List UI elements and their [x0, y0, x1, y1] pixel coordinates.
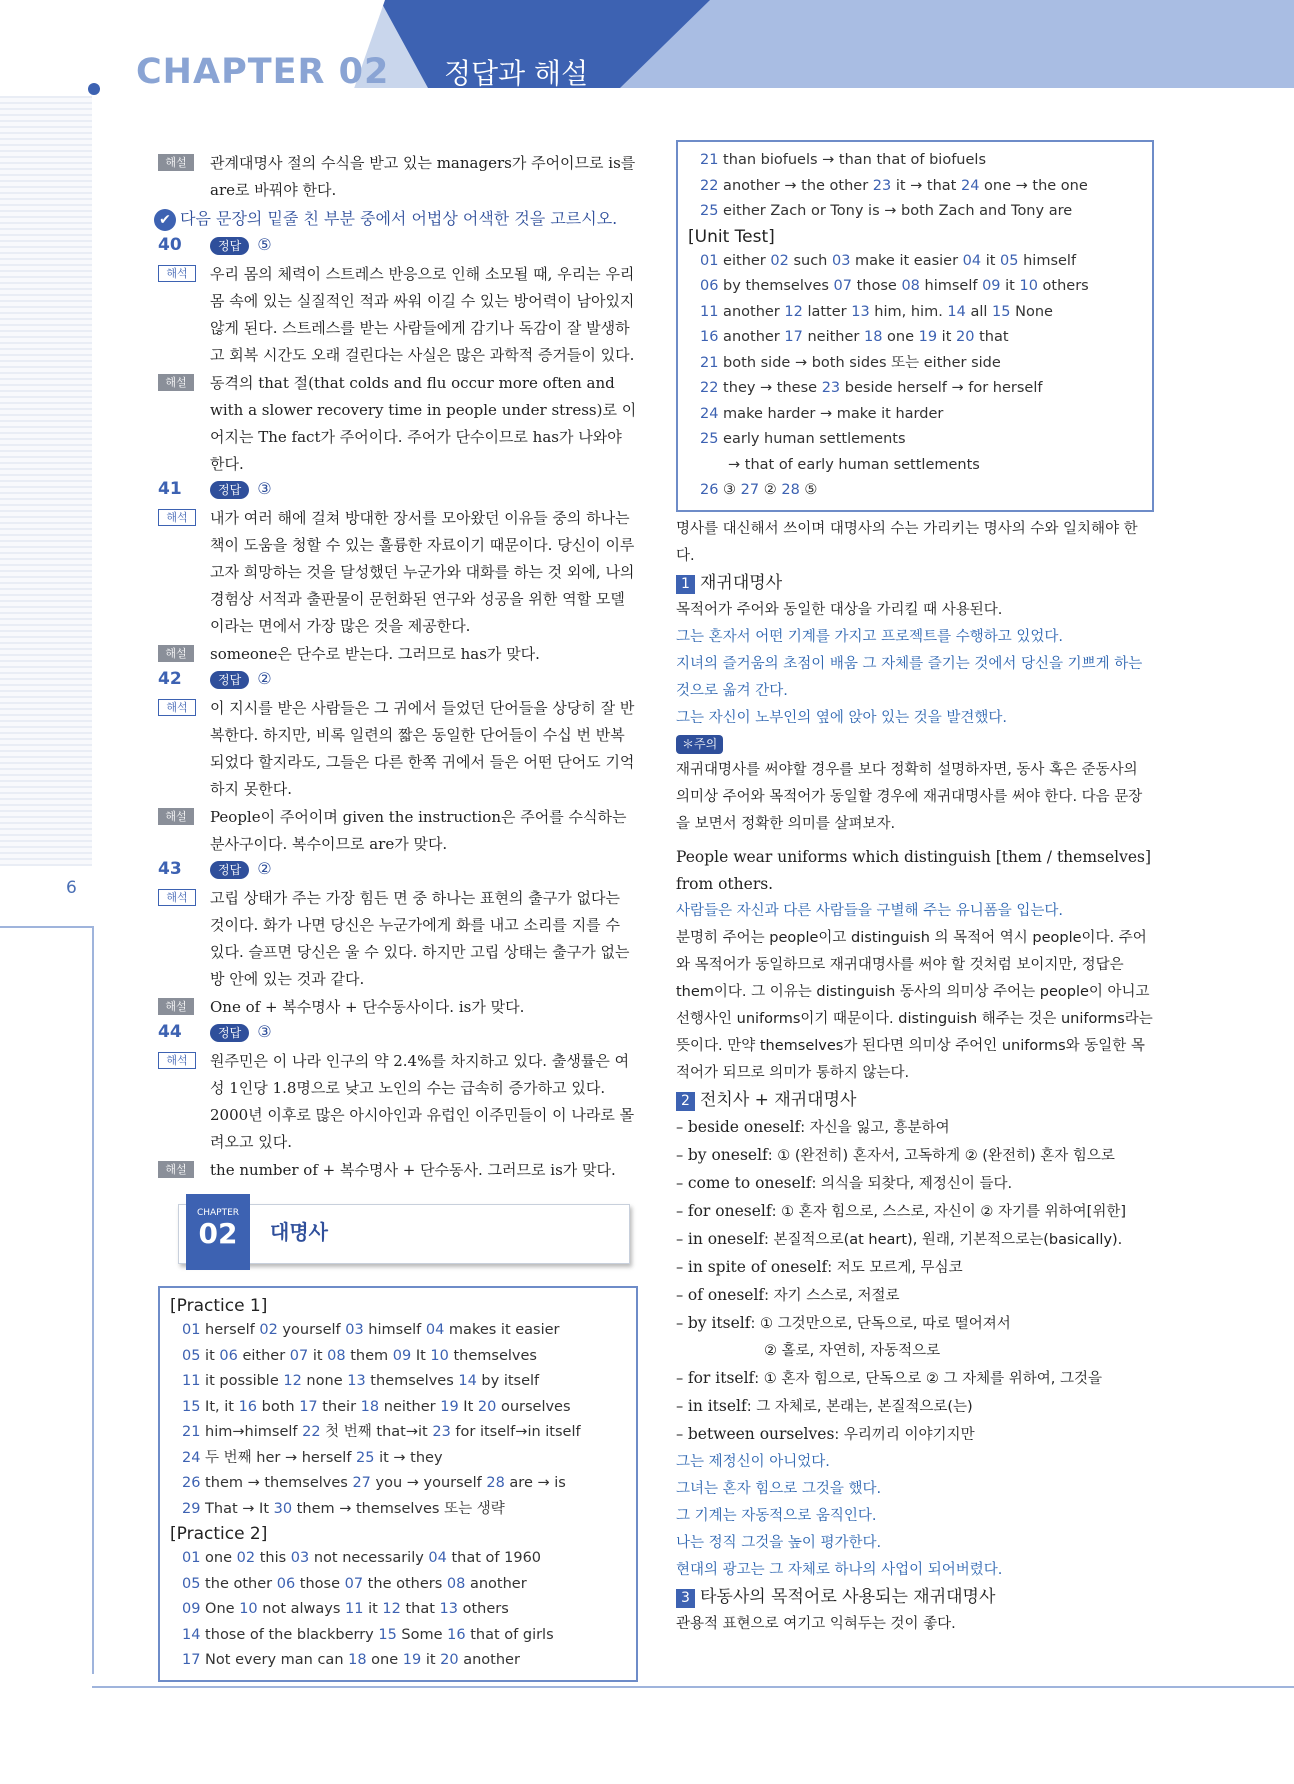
section-2-list — [676, 1114, 1154, 1338]
chapter-badge-num: 02 — [198, 1217, 238, 1250]
answer-line: 11 it possible 12 none 13 themselves 14 by itself — [182, 1373, 540, 1389]
chapter-label: CHAPTER 02 — [136, 52, 390, 92]
answer-line: 09 One 10 not always 11 it 12 that 13 others — [182, 1601, 509, 1617]
translation-text: 우리 몸의 체력이 스트레스 반응으로 인해 소모될 때, 우리는 우리 몸 속에 있는 실질적인 적과 싸워 이길 수 있는 방어력이 남아있지 않게 된다. 스트레스를 받는 사람들에게 감기나 독감이 잘 발생하고 회복 시간도 오래 걸린다는 사실은 많은 과학적 증거들이 있다. — [210, 265, 635, 364]
translation-row — [158, 261, 638, 369]
expression-item — [676, 1142, 1154, 1170]
answer-pill: 정답 — [210, 861, 249, 879]
answer-line: 15 It, it 16 both 17 their 18 neither 19 It 20 ourselves — [182, 1398, 571, 1415]
answer-line: 22 another → the other 23 it → that 24 one → the one — [700, 177, 1088, 194]
frame-line-bottom — [92, 1686, 1294, 1688]
expression: by oneself — [687, 1145, 768, 1164]
answer-value: ② — [257, 669, 272, 688]
explain-tag: 해설 — [158, 808, 194, 825]
expression: beside oneself — [687, 1117, 801, 1136]
header-light-band — [620, 0, 1294, 88]
answer-line: 01 either 02 such 03 make it easier 04 it 05 himself — [700, 252, 1077, 269]
translation-row — [158, 505, 638, 640]
answer-pill: 정답 — [210, 481, 249, 499]
instruction-text: 다음 문장의 밑줄 친 부분 중에서 어법상 어색한 것을 고르시오. — [180, 209, 618, 228]
expression-item — [676, 1421, 1154, 1449]
expression: between ourselves — [687, 1424, 835, 1443]
translation-row — [158, 695, 638, 803]
answer-line: 01 one 02 this 03 not necessarily 04 that of 1960 — [182, 1550, 542, 1566]
explanation-row — [158, 641, 638, 668]
example-sentence: 현대의 광고는 그 자체로 하나의 사업이 되어버렸다. — [676, 1561, 1003, 1578]
left-column — [158, 150, 638, 1682]
expression-meaning: : 자기 스스로, 저절로 — [764, 1287, 900, 1304]
section-1-title: 재귀대명사 — [700, 572, 783, 593]
expression-meaning: : 자신을 잃고, 흥분하여 — [800, 1119, 950, 1136]
question-head — [158, 1022, 638, 1047]
section-1-examples — [676, 624, 1154, 732]
expression-item — [676, 1114, 1154, 1142]
section-3-heading — [676, 1584, 1154, 1611]
expression-meaning: : 우리끼리 이야기지만 — [834, 1426, 975, 1443]
expression-meaning: : ① 혼자 힘으로, 단독으로 ② 그 자체를 위하여, 그것을 — [754, 1370, 1102, 1387]
answer-pill: 정답 — [210, 237, 249, 255]
answer-line: 29 That → It 30 them → themselves 또는 생략 — [182, 1500, 505, 1517]
note-korean: 사람들은 자신과 다른 사람들을 구별해 주는 유니폼을 입는다. — [676, 902, 1064, 919]
translation-text: 고립 상태가 주는 가장 힘든 면 중 하나는 표현의 출구가 없다는 것이다. 화가 나면 당신은 누군가에게 화를 내고 소리를 지를 수 있다. 슬프면 당신은 울 수 있다. 하지만 고립 상태는 출구가 없는 방 안에 있는 것과 같다. — [210, 889, 630, 988]
answer-line: 05 the other 06 those 07 the others 08 another — [182, 1575, 527, 1592]
question-head — [158, 479, 638, 504]
question-list — [158, 235, 638, 1184]
expression-meaning: : ① (완전히) 혼자서, 고독하게 ② (완전히) 혼자 힘으로 — [767, 1147, 1115, 1164]
question-number: 41 — [158, 479, 182, 499]
question-number: 40 — [158, 235, 182, 255]
answer-line: → that of early human settlements — [728, 456, 980, 473]
dash: – — [676, 1287, 688, 1304]
translation-row — [158, 1048, 638, 1156]
answer-pill: 정답 — [210, 671, 249, 689]
instruction — [154, 206, 638, 231]
unit-test-heading: [Unit Test] — [688, 226, 775, 247]
expression-item — [676, 1365, 1154, 1393]
explain-tag: 해설 — [158, 998, 194, 1015]
expression: for oneself — [687, 1201, 772, 1220]
chapter-badge-small: CHAPTER — [196, 1208, 240, 1218]
section-2-heading — [676, 1087, 1154, 1114]
answer-line: 26 ③ 27 ② 28 ⑤ — [700, 482, 818, 498]
expression-meaning: : 본질적으로(at heart), 원래, 기본적으로는(basically). — [764, 1231, 1123, 1248]
section-3-desc: 관용적 표현으로 여기고 익혀두는 것이 좋다. — [676, 1615, 956, 1632]
note-text: 재귀대명사를 써야할 경우를 보다 정확히 설명하자면, 동사 혹은 준동사의 의미상 주어와 목적어가 동일할 경우에 재귀대명사를 써야 한다. 다음 문장을 보면서 정확한 의미를 살펴보자. — [676, 761, 1143, 832]
expression-meaning: : 의식을 되찾다, 제정신이 들다. — [811, 1175, 1013, 1192]
expression-item — [676, 1393, 1154, 1421]
question-head — [158, 859, 638, 884]
chapter-badge — [186, 1194, 250, 1270]
q39-explain — [158, 150, 638, 204]
explain-tag: 해설 — [158, 1161, 194, 1178]
expression: for itself — [687, 1368, 755, 1387]
example-sentence: 지녀의 즐거움의 초점이 배움 그 자체를 즐기는 것에서 당신을 기쁘게 하는 것으로 옮겨 간다. — [676, 655, 1143, 699]
example-sentence: 그녀는 혼자 힘으로 그것을 했다. — [676, 1480, 882, 1497]
expression-item — [676, 1170, 1154, 1198]
answer-line: 16 another 17 neither 18 one 19 it 20 that — [700, 329, 1009, 345]
section-1-heading — [676, 570, 1154, 597]
translation-text: 원주민은 이 나라 인구의 약 2.4%를 차지하고 있다. 출생률은 여성 1인당 1.8명으로 낮고 노인의 수는 급속히 증가하고 있다. 2000년 이후로 많은 아시아인과 유럽인 이주민들이 이 나라로 몰려오고 있다. — [210, 1052, 635, 1151]
question-number: 42 — [158, 669, 182, 689]
check-icon: ✔ — [154, 209, 176, 231]
answer-line: 21 him→himself 22 첫 번째 that→it 23 for itself→in itself — [182, 1424, 581, 1440]
translation-tag: 해석 — [158, 1052, 196, 1069]
chapter-card-title: 대명사 — [270, 1220, 328, 1244]
dash: – — [676, 1259, 688, 1276]
explanation-text: someone은 단수로 받는다. 그러므로 has가 맞다. — [210, 645, 540, 663]
dash: – — [676, 1119, 688, 1136]
expression-item — [676, 1226, 1154, 1254]
section-2-list-2 — [676, 1365, 1154, 1449]
answer-line: 06 by themselves 07 those 08 himself 09 it 10 others — [700, 278, 1089, 294]
expression-meaning: : ① 그것만으로, 단독으로, 따로 떨어져서 — [750, 1315, 1011, 1332]
question-head — [158, 235, 638, 260]
expression: of oneself — [687, 1285, 765, 1304]
question-number: 43 — [158, 859, 182, 879]
page-title: 정답과 해설 — [444, 57, 589, 90]
right-column — [676, 150, 1154, 1638]
answer-line: 21 than biofuels → than that of biofuels — [700, 152, 986, 168]
dash: – — [676, 1315, 688, 1332]
answer-value: ⑤ — [257, 235, 272, 254]
dash: – — [676, 1147, 688, 1164]
expression-item — [676, 1254, 1154, 1282]
practice1-lines — [170, 1318, 626, 1522]
expression-item — [676, 1198, 1154, 1226]
answer-line: 26 them → themselves 27 you → yourself 28 are → is — [182, 1475, 566, 1491]
header-dot — [88, 83, 100, 95]
translation-text: 내가 여러 해에 걸쳐 방대한 장서를 모아왔던 이유들 중의 하나는 책이 도움을 청할 수 있는 훌륭한 자료이기 때문이다. 당신이 이루고자 희망하는 것을 달성했던 누군가와 대화를 하는 것 외에, 나의 경험상 서적과 출판물이 문헌화된 연구와 성공을 위한 역할 모델이라는 면에서 가장 많은 것을 제공한다. — [210, 509, 635, 635]
example-sentence: 그 기계는 자동적으로 움직인다. — [676, 1507, 877, 1524]
dash: – — [676, 1231, 688, 1248]
expression-meaning: : ① 혼자 힘으로, 스스로, 자신이 ② 자기를 위하여[위한] — [771, 1203, 1126, 1220]
expression: in oneself — [687, 1229, 765, 1248]
expression-meaning: : 저도 모르게, 무심코 — [827, 1259, 963, 1276]
expression: come to oneself — [687, 1173, 812, 1192]
example-sentence: 그는 제정신이 아니었다. — [676, 1453, 830, 1470]
section-3-title: 타동사의 목적어로 사용되는 재귀대명사 — [700, 1586, 996, 1607]
translation-tag: 해석 — [158, 889, 196, 906]
question-number: 44 — [158, 1022, 182, 1042]
explanation-row — [158, 1157, 638, 1184]
answer-line: 05 it 06 either 07 it 08 them 09 It 10 themselves — [182, 1347, 537, 1364]
explanation-row — [158, 370, 638, 478]
expression-item — [676, 1282, 1154, 1310]
explanation-row — [158, 994, 638, 1021]
section-2-examples — [676, 1449, 1154, 1584]
question-head — [158, 669, 638, 694]
answer-line: 14 those of the blackberry 15 Some 16 that of girls — [182, 1626, 554, 1643]
explain-tag: 해설 — [158, 154, 194, 171]
note-english: People wear uniforms which distinguish [them / themselves] from others. — [676, 847, 1152, 893]
answer-box-unit-test — [676, 140, 1154, 512]
explanation-text: the number of + 복수명사 + 단수동사. 그러므로 is가 맞다. — [210, 1161, 616, 1179]
example-sentence: 그는 자신이 노부인의 옆에 앉아 있는 것을 발견했다. — [676, 709, 1008, 726]
explanation-row — [158, 804, 638, 858]
unit-test-lines — [688, 249, 1142, 504]
note-explain: 분명히 주어는 people이고 distinguish 의 목적어 역시 people이다. 주어와 목적어가 동일하므로 재귀대명사를 써야 할 것처럼 보이지만, 정답은 them이다. 그 이유는 distinguish 동사의 의미상 주어는 people이 아니고 선행사인 uniforms이기 때문이다. distinguish 해주는 것은 uniforms라는 뜻이다. 만약 themselves가 된다면 의미상 주어인 uniforms와 동일한 목적어가 되므로 의미가 통하지 않는다. — [676, 929, 1153, 1081]
translation-row — [158, 885, 638, 993]
frame-line — [0, 926, 92, 928]
practice1-heading: [Practice 1] — [170, 1296, 268, 1316]
answer-line: 11 another 12 latter 13 him, him. 14 all 15 None — [700, 303, 1053, 320]
box-top-lines — [688, 148, 1142, 225]
translation-tag: 해석 — [158, 265, 196, 282]
section-1-desc: 목적어가 주어와 동일한 대상을 가리킬 때 사용된다. — [676, 601, 1003, 618]
explanation-text: People이 주어이며 given the instruction은 주어를 수식하는 분사구이다. 복수이므로 are가 맞다. — [210, 808, 627, 853]
answer-line: 25 early human settlements — [700, 431, 906, 447]
explain-text: 관계대명사 절의 수식을 받고 있는 managers가 주어이므로 is를 are로 바꿔야 한다. — [210, 154, 636, 199]
dash: – — [676, 1426, 688, 1443]
expression: in spite of oneself — [687, 1257, 828, 1276]
answer-box-practice — [158, 1286, 638, 1682]
translation-tag: 해석 — [158, 509, 196, 526]
section-1-num: 1 — [676, 575, 695, 594]
practice2-heading: [Practice 2] — [170, 1524, 268, 1544]
chapter-card — [158, 1194, 638, 1278]
explanation-text: One of + 복수명사 + 단수동사이다. is가 맞다. — [210, 998, 525, 1016]
answer-line: 17 Not every man can 18 one 19 it 20 another — [182, 1652, 520, 1668]
expression-item — [676, 1310, 1154, 1338]
answer-line: 22 they → these 23 beside herself → for herself — [700, 380, 1043, 396]
answer-line: 25 either Zach or Tony is → both Zach and Tony are — [700, 203, 1073, 219]
section-2-num: 2 — [676, 1092, 695, 1111]
answer-line: 01 herself 02 yourself 03 himself 04 makes it easier — [182, 1322, 560, 1338]
side-pattern — [0, 96, 92, 866]
practice2-lines — [170, 1546, 626, 1674]
by-itself-continued: ② 홀로, 자연히, 자동적으로 — [764, 1342, 941, 1359]
answer-value: ③ — [257, 479, 272, 498]
dash: – — [676, 1398, 688, 1415]
translation-text: 이 지시를 받은 사람들은 그 귀에서 들었던 단어들을 상당히 잘 반복한다. 하지만, 비록 일련의 짧은 동일한 단어들이 수십 번 반복되었다 할지라도, 그들은 다른 한쪽 귀에서 들은 어떤 단어도 기억하지 못한다. — [210, 699, 635, 798]
answer-value: ③ — [257, 1022, 272, 1041]
expression: in itself — [687, 1396, 747, 1415]
section-2-title: 전치사 + 재귀대명사 — [700, 1089, 857, 1110]
explain-tag: 해설 — [158, 645, 194, 662]
note-badge: ＊주의 — [676, 735, 723, 754]
explanation-text: 동격의 that 절(that colds and flu occur more often and with a slower recovery time in people under stress)로 이어지는 The fact가 주어이다. 주어가 단수이므로 has가 나와야 한다. — [210, 374, 637, 473]
answer-line: 24 두 번째 her → herself 25 it → they — [182, 1449, 443, 1466]
explain-tag: 해설 — [158, 374, 194, 391]
answer-value: ② — [257, 859, 272, 878]
dash: – — [676, 1175, 688, 1192]
example-sentence: 나는 정직 그것을 높이 평가한다. — [676, 1534, 882, 1551]
page-number: 6 — [66, 878, 77, 898]
dash: – — [676, 1370, 688, 1387]
answer-line: 24 make harder → make it harder — [700, 405, 944, 422]
answer-pill: 정답 — [210, 1024, 249, 1042]
section-3-num: 3 — [676, 1589, 695, 1608]
dash: – — [676, 1203, 688, 1220]
frame-line-vertical — [92, 926, 94, 1674]
expression-meaning: : 그 자체로, 본래는, 본질적으로(는) — [746, 1398, 973, 1415]
intro-text: 명사를 대신해서 쓰이며 대명사의 수는 가리키는 명사의 수와 일치해야 한다. — [676, 520, 1138, 564]
example-sentence: 그는 혼자서 어떤 기계를 가지고 프로젝트를 수행하고 있었다. — [676, 628, 1064, 645]
answer-line: 21 both side → both sides 또는 either side — [700, 354, 1001, 371]
expression: by itself — [687, 1313, 751, 1332]
translation-tag: 해석 — [158, 699, 196, 716]
